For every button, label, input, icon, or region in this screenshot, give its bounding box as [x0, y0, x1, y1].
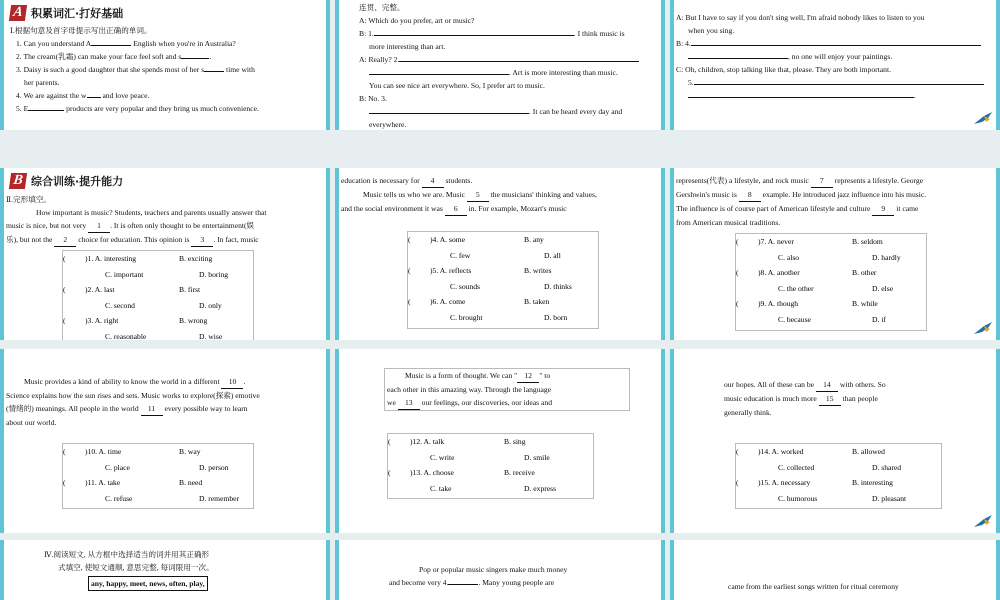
option-b-d: B. allowed [852, 447, 885, 456]
option-a-c: )7. A. never [758, 237, 794, 246]
passage-text [724, 378, 944, 419]
option-a-c: C. place [105, 462, 130, 472]
options-box [735, 233, 927, 331]
sentence-3-cont: her parents. [24, 78, 60, 87]
options-box [407, 231, 599, 329]
option-a-c: C. important [105, 269, 144, 279]
option-row [388, 450, 593, 466]
option-a-c: C. take [430, 483, 452, 493]
slide-9[interactable] [670, 349, 1000, 533]
option-a-c: )11. A. take [85, 478, 121, 487]
text-line: B: 4. [676, 37, 996, 50]
answer-paren[interactable] [388, 481, 410, 497]
slide-4[interactable] [0, 168, 330, 340]
option-a-c: )10. A. time [85, 447, 122, 456]
option-row [408, 263, 598, 279]
slide-paper [4, 168, 326, 340]
slide-11[interactable] [335, 540, 665, 600]
option-row [736, 475, 941, 491]
passage-text [341, 174, 661, 216]
option-a-c: )9. A. though [758, 299, 799, 308]
option-row [63, 491, 253, 507]
option-b-d: B. while [852, 299, 878, 308]
option-a-c: C. refuse [105, 493, 133, 503]
option-b-d: D. smile [524, 452, 550, 462]
text-line: Gershwin's music is 8 example. He introduced jazz influence into his music. [676, 188, 998, 202]
passage-text [384, 368, 630, 411]
option-b-d: B. sing [504, 437, 526, 446]
section-badge: A [9, 5, 27, 21]
passage-text [728, 580, 958, 593]
slide-paper [4, 540, 326, 600]
option-a-c: C. second [105, 300, 135, 310]
answer-paren[interactable] [736, 312, 758, 328]
text-line: The influence is of course part of American lifestyle and culture 9 it came [676, 202, 998, 216]
text-line: You can see nice art everywhere. So, I prefer art to music. [369, 81, 545, 90]
answer-paren[interactable]: ( [63, 478, 66, 487]
answer-paren[interactable]: ( [736, 447, 739, 456]
option-b-d: D. remember [199, 493, 240, 503]
text-line: about our world. [6, 418, 57, 427]
option-row [388, 434, 593, 450]
option-b-d: B. seldom [852, 237, 883, 246]
option-a-c: C. sounds [450, 281, 480, 291]
option-b-d: B. other [852, 268, 877, 277]
option-a-c: )6. A. come [430, 297, 466, 306]
text-line: music education is much more 15 than people [724, 392, 944, 406]
option-a-c: )8. A. another [758, 268, 800, 277]
options-box [62, 443, 254, 509]
slide-paper [674, 0, 996, 130]
option-row [63, 475, 253, 491]
option-b-d: B. first [179, 285, 201, 294]
option-row [63, 298, 253, 314]
text-line: C: Oh, children, stop talking like that, please. They are both important. [676, 65, 891, 74]
option-row [736, 250, 926, 266]
slide-paper [339, 168, 661, 340]
slide-3[interactable] [670, 0, 1000, 130]
option-a-c: )2. A. last [85, 285, 115, 294]
slide-paper [674, 349, 996, 533]
slide-paper [339, 349, 661, 533]
text-line: Pop or popular music singers make much money [419, 565, 568, 574]
section-title: 积累词汇·打好基础 [31, 7, 124, 20]
option-a-c: )12. A. talk [410, 437, 445, 446]
option-b-d: D. express [524, 483, 557, 493]
option-a-c: C. few [450, 250, 471, 260]
slide-2[interactable] [335, 0, 665, 130]
section-instruction: Ⅳ.阅读短文, 从方框中选择适当的词并用其正确形 [44, 550, 210, 559]
option-a-c: )14. A. worked [758, 447, 804, 456]
answer-paren[interactable] [408, 279, 430, 295]
option-b-d: D. if [872, 314, 886, 324]
answer-paren[interactable]: ( [63, 254, 66, 263]
option-row [736, 491, 941, 507]
passage-text [6, 193, 328, 247]
option-b-d: B. wrong [179, 316, 208, 325]
option-b-d: D. wise [199, 331, 223, 340]
text-line: (情绪的) meanings. All people in the world 11 every possible way to learn [6, 402, 328, 416]
option-b-d: B. way [179, 447, 201, 456]
option-b-d: B. taken [524, 297, 550, 306]
text-line: and become very 4. . Many young people are [389, 578, 555, 587]
option-a-c: )5. A. reflects [430, 266, 472, 275]
option-row [408, 279, 598, 295]
slide-10[interactable] [0, 540, 330, 600]
answer-paren[interactable]: ( [63, 447, 66, 456]
bird-icon [972, 513, 994, 529]
section-instruction: Ⅱ.完形填空。 [6, 195, 52, 204]
option-row [63, 251, 253, 267]
option-b-d: B. receive [504, 468, 535, 477]
text-line: everywhere. [369, 120, 407, 129]
option-row [388, 465, 593, 481]
text-line: education is necessary for 4 students. [341, 174, 661, 188]
passage-text [389, 563, 619, 589]
slide-7[interactable] [0, 349, 330, 533]
answer-paren[interactable]: ( [736, 299, 739, 308]
option-row [736, 460, 941, 476]
answer-paren[interactable]: ( [388, 437, 391, 446]
option-a-c: C. also [778, 252, 800, 262]
text-line: we 13 our feelings, our discoveries, our ideas and [387, 396, 627, 410]
option-a-c: )1. A. interesting [85, 254, 137, 263]
dialogue-text [359, 1, 659, 130]
text-line: our hopes. All of these can be 14 with others. So [724, 378, 944, 392]
text-line: 连贯、完整。 [359, 3, 405, 12]
option-row [63, 460, 253, 476]
text-line: each other in this amazing way. Through the language [387, 385, 552, 394]
answer-paren[interactable]: ( [408, 235, 411, 244]
option-b-d: B. interesting [852, 478, 893, 487]
option-b-d: D. else [872, 283, 894, 293]
answer-paren[interactable]: ( [63, 316, 66, 325]
slide-12[interactable] [670, 540, 1000, 600]
option-row [63, 267, 253, 283]
answer-paren[interactable] [408, 248, 430, 264]
answer-paren[interactable] [63, 491, 85, 507]
slide-1[interactable] [0, 0, 330, 130]
option-b-d: D. shared [872, 462, 902, 472]
option-row [736, 234, 926, 250]
options-box [387, 433, 594, 499]
answer-paren[interactable]: ( [736, 478, 739, 487]
text-line: came from the earliest songs written for ritual ceremony [728, 582, 899, 591]
slide-6[interactable] [670, 168, 1000, 340]
option-row [736, 312, 926, 328]
answer-paren[interactable] [736, 460, 758, 476]
answer-paren[interactable] [63, 460, 85, 476]
text-line: . It can be heard every day and [359, 105, 659, 118]
option-row [736, 444, 941, 460]
text-line: from American musical traditions. [676, 218, 781, 227]
option-b-d: D. person [199, 462, 229, 472]
passage-text [676, 174, 998, 229]
bird-icon [972, 110, 994, 126]
text-line: Music provides a kind of ability to know the world in a different 10 . [6, 375, 328, 389]
answer-paren[interactable] [736, 491, 758, 507]
option-a-c: C. humorous [778, 493, 818, 503]
section-header [10, 172, 123, 190]
option-b-d: B. writes [524, 266, 552, 275]
text-line: B: 1. . I think music is [359, 29, 625, 38]
option-b-d: D. boring [199, 269, 229, 279]
slide-paper [339, 0, 661, 130]
option-row [736, 296, 926, 312]
options-box [62, 250, 254, 340]
text-line: A: Which do you prefer, art or music? [359, 16, 475, 25]
option-row [63, 282, 253, 298]
sentence-4: 4. We are against the w and love peace. [16, 91, 150, 100]
option-a-c: )15. A. necessary [758, 478, 811, 487]
text-line: represents(代表) a lifestyle, and rock music 7 represents a lifestyle. George [676, 174, 998, 188]
option-b-d: B. need [179, 478, 203, 487]
text-line: Music tells us who we are. Music 5 the musicians' thinking and values, [341, 188, 661, 202]
dialogue-text [676, 11, 996, 102]
text-line: . Art is more interesting than music. [359, 66, 659, 79]
word-box: any, happy, meet, news, often, play, [88, 576, 208, 591]
answer-paren[interactable] [736, 281, 758, 297]
answer-paren[interactable]: ( [388, 468, 391, 477]
option-row [408, 310, 598, 326]
answer-paren[interactable]: ( [408, 297, 411, 306]
option-a-c: C. reasonable [105, 331, 147, 340]
option-row [736, 265, 926, 281]
text-line: music is nice, but not very 1 . It is often only thought to be entertainment(娱 [6, 219, 328, 233]
text-line: when you sing. [688, 26, 735, 35]
option-row [408, 232, 598, 248]
text-line: , no one will enjoy your paintings. [676, 50, 996, 63]
option-a-c: C. write [430, 452, 455, 462]
section-instruction: Ⅰ.根据句意及首字母提示写出正确的单词。 [10, 26, 152, 35]
answer-paren[interactable] [408, 310, 430, 326]
option-row [63, 313, 253, 329]
answer-paren[interactable] [63, 267, 85, 283]
text-line: A: Really? 2. [359, 53, 659, 66]
option-b-d: D. only [199, 300, 222, 310]
section-title: 综合训练·提升能力 [31, 175, 124, 188]
answer-paren[interactable]: ( [736, 237, 739, 246]
answer-paren[interactable]: ( [63, 285, 66, 294]
exercise-text [10, 24, 330, 115]
text-line: How important is music? Students, teachers and parents usually answer that [36, 208, 267, 217]
text-line: Music is a form of thought. We can " 12 " to [387, 369, 627, 383]
option-row [388, 481, 593, 497]
option-a-c: )3. A. right [85, 316, 119, 325]
option-a-c: )13. A. choose [410, 468, 454, 477]
option-a-c: C. because [778, 314, 811, 324]
section-badge: B [9, 173, 27, 189]
option-a-c: C. the other [778, 283, 814, 293]
option-b-d: D. pleasant [872, 493, 907, 503]
answer-paren[interactable] [63, 329, 85, 341]
option-row [63, 329, 253, 341]
option-row [63, 444, 253, 460]
text-line: generally think. [724, 408, 772, 417]
option-row [408, 248, 598, 264]
option-b-d: B. any [524, 235, 544, 244]
text-line: 乐), but not the 2 choice for education. This opinion is 3 . In fact, music [6, 233, 328, 247]
slide-paper [4, 349, 326, 533]
sentence-5: 5. E products are very popular and they bring us much convenience. [16, 104, 259, 113]
text-line: Science explains how the sun rises and sets. Music works to explore(探索) emotive [6, 391, 260, 400]
sentence-1: 1. Can you understand A English when you're in Australia? [16, 39, 236, 48]
option-a-c: )4. A. some [430, 235, 466, 244]
text-line: . [676, 89, 996, 102]
bird-icon [972, 320, 994, 336]
answer-paren[interactable] [388, 450, 410, 466]
slide-5[interactable] [335, 168, 665, 340]
option-b-d: B. exciting [179, 254, 213, 263]
option-b-d: D. born [544, 312, 568, 322]
option-row [408, 294, 598, 310]
slide-paper [4, 0, 326, 130]
passage-text [6, 375, 328, 429]
sentence-3: 3. Daisy is such a good daughter that she spends most of her s time with [16, 65, 255, 74]
options-box [735, 443, 942, 509]
text-line: 5. [676, 76, 996, 89]
text-line: A: But I have to say if you don't sing well, I'm afraid nobody likes to listen to you [676, 13, 925, 22]
option-b-d: D. thinks [544, 281, 572, 291]
sentence-2: 2. The cream(乳霜) can make your face feel soft and s . [16, 52, 212, 61]
text-line: B: No. 3. [359, 94, 387, 103]
text-line: and the social environment it was 6 in. For example, Mozart's music [341, 202, 661, 216]
option-row [736, 281, 926, 297]
instruction-text [44, 548, 304, 591]
slide-8[interactable] [335, 349, 665, 533]
slide-paper [674, 168, 996, 340]
answer-paren[interactable]: ( [408, 266, 411, 275]
slide-paper [339, 540, 661, 600]
answer-paren[interactable] [63, 298, 85, 314]
section-header [10, 4, 123, 22]
option-b-d: D. all [544, 250, 561, 260]
answer-paren[interactable]: ( [736, 268, 739, 277]
option-b-d: D. hardly [872, 252, 901, 262]
slide-paper [674, 540, 996, 600]
answer-paren[interactable] [736, 250, 758, 266]
text-line: more interesting than art. [369, 42, 446, 51]
option-a-c: C. brought [450, 312, 483, 322]
option-a-c: C. collected [778, 462, 815, 472]
section-instruction: 式填空, 使短文通顺, 意思完整, 每词限用一次。 [58, 563, 214, 572]
